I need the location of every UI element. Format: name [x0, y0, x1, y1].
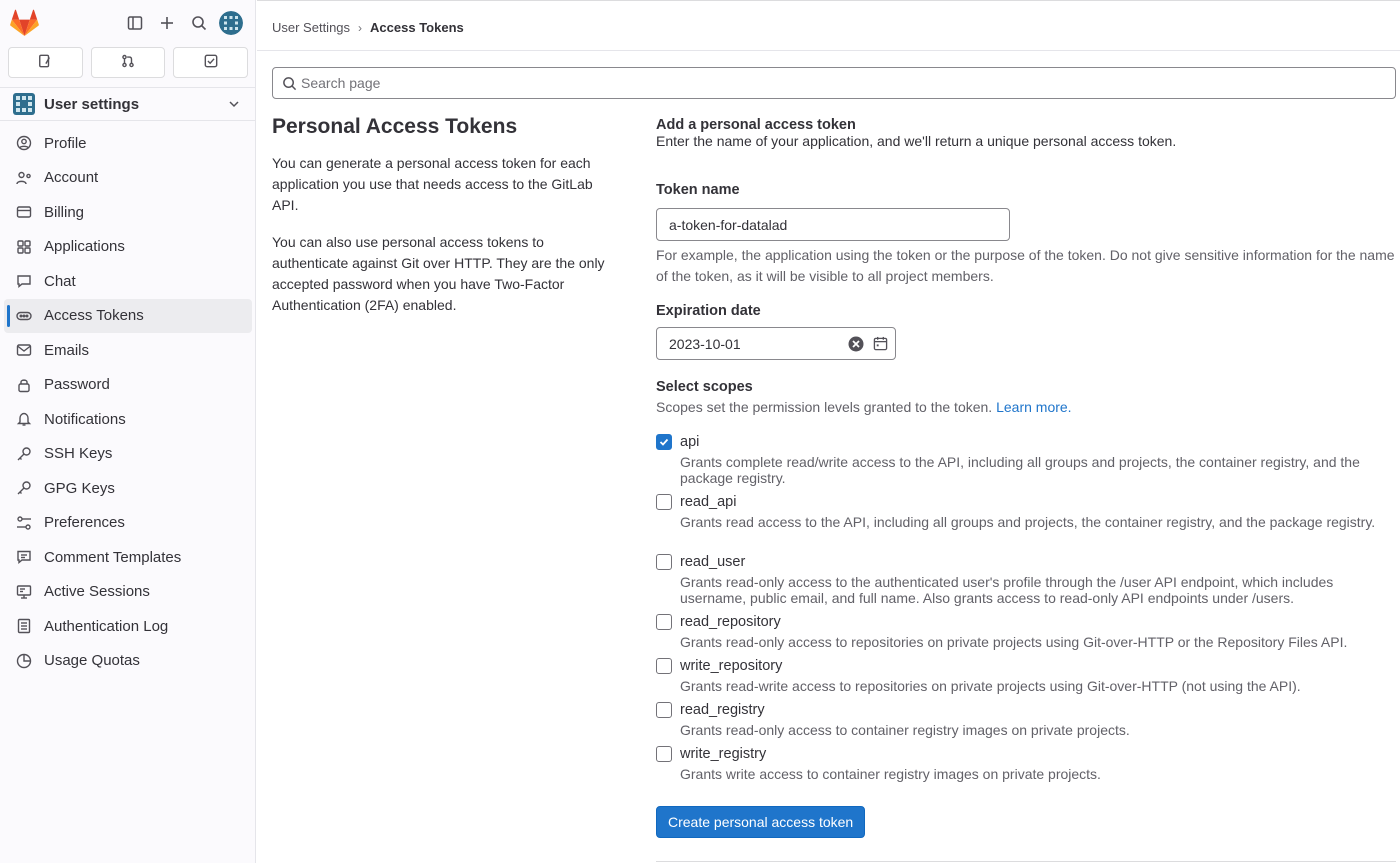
- account-icon: [16, 170, 32, 186]
- sidebar-item-applications[interactable]: [4, 230, 252, 265]
- profile-icon: [16, 135, 32, 151]
- scope-description: Grants write access to container registry images on private projects.: [680, 766, 1101, 782]
- key-icon: [16, 480, 32, 496]
- breadcrumb-current[interactable]: Access Tokens: [370, 20, 464, 35]
- scope-read-user[interactable]: [656, 553, 1396, 606]
- token-name-label: Token name: [656, 182, 740, 198]
- sidebar-item-usage-quotas[interactable]: [4, 644, 252, 679]
- sidebar-item-ssh-keys[interactable]: [4, 437, 252, 472]
- scope-api[interactable]: [656, 433, 1396, 486]
- chevron-down-icon: [228, 97, 240, 113]
- context-label: User settings: [44, 96, 140, 113]
- lock-icon: [16, 377, 32, 393]
- bell-icon: [16, 411, 32, 427]
- scope-name: read_api: [680, 494, 737, 510]
- sidebar-item-authentication-log[interactable]: [4, 609, 252, 644]
- intro-column: [272, 115, 622, 332]
- key-icon: [16, 446, 32, 462]
- form-title: Add a personal access token: [656, 117, 856, 133]
- breadcrumb-divider: [257, 50, 1400, 51]
- scope-checkbox[interactable]: [656, 614, 672, 630]
- sidebar-item-label: SSH Keys: [44, 445, 113, 463]
- context-switcher[interactable]: [0, 87, 256, 121]
- merge-request-icon: [121, 54, 135, 71]
- sidebar-item-label: Preferences: [44, 514, 125, 532]
- scope-description: Grants read-only access to repositories on private projects using Git-over-HTTP or the Repository Files API.: [680, 634, 1348, 650]
- scope-name: read_registry: [680, 702, 765, 718]
- billing-icon: [16, 204, 32, 220]
- sidebar-item-billing[interactable]: [4, 195, 252, 230]
- top-divider: [257, 0, 1400, 3]
- sidebar-item-active-sessions[interactable]: [4, 575, 252, 610]
- sidebar-nav: [0, 126, 256, 678]
- breadcrumb: [272, 20, 464, 35]
- user-avatar[interactable]: [219, 11, 243, 35]
- scope-name: write_registry: [680, 746, 767, 762]
- sidebar-item-preferences[interactable]: [4, 506, 252, 541]
- check-icon: [659, 437, 669, 447]
- scope-name: read_repository: [680, 614, 781, 630]
- context-avatar: [13, 93, 35, 115]
- scope-checkbox[interactable]: [656, 554, 672, 570]
- sidebar: [0, 0, 256, 863]
- sidebar-item-access-tokens[interactable]: [4, 299, 252, 334]
- chevron-right-icon: ›: [358, 20, 363, 35]
- expiration-label: Expiration date: [656, 303, 761, 319]
- sidebar-item-account[interactable]: [4, 161, 252, 196]
- sidebar-item-password[interactable]: [4, 368, 252, 403]
- sidebar-item-emails[interactable]: [4, 333, 252, 368]
- search-page-input[interactable]: [272, 67, 1396, 99]
- main-content: [257, 0, 1400, 863]
- monitor-icon: [16, 584, 32, 600]
- token-name-help: For example, the application using the token or the purpose of the token. Do not give sensitive information for the name of the token, as it will be visible to all project members.: [656, 247, 1395, 284]
- scope-description: Grants read-write access to repositories on private projects using Git-over-HTTP (not using the API).: [680, 678, 1301, 694]
- log-icon: [16, 618, 32, 634]
- scope-read-repository[interactable]: [656, 613, 1396, 650]
- scope-checkbox[interactable]: [656, 746, 672, 762]
- sidebar-toggle-icon[interactable]: [124, 12, 146, 34]
- scope-name: read_user: [680, 554, 746, 570]
- search-placeholder: Search page: [301, 75, 381, 91]
- learn-more-link[interactable]: Learn more.: [996, 399, 1072, 415]
- breadcrumb-parent[interactable]: User Settings: [272, 20, 351, 35]
- sidebar-item-notifications[interactable]: [4, 402, 252, 437]
- scopes-label: Select scopes: [656, 379, 753, 395]
- form-description: Enter the name of your application, and we'll return a unique personal access token.: [656, 133, 1177, 149]
- scope-description: Grants complete read/write access to the API, including all groups and projects, the container registry, and the package registry.: [680, 454, 1360, 486]
- form-bottom-divider: [656, 861, 1396, 862]
- issues-button[interactable]: [8, 47, 83, 78]
- token-name-value: a-token-for-datalad: [669, 216, 788, 233]
- sidebar-item-label: Comment Templates: [44, 548, 182, 566]
- sidebar-item-label: Authentication Log: [44, 617, 169, 635]
- scope-name: api: [680, 434, 700, 450]
- plus-icon[interactable]: [156, 12, 178, 34]
- scope-description: Grants read-only access to container registry images on private projects.: [680, 722, 1130, 738]
- sidebar-item-label: Chat: [44, 272, 76, 290]
- preferences-icon: [16, 515, 32, 531]
- chat-icon: [16, 273, 32, 289]
- quota-icon: [16, 653, 32, 669]
- token-name-input[interactable]: [656, 208, 1010, 241]
- sidebar-item-label: Billing: [44, 203, 85, 221]
- scope-checkbox[interactable]: [656, 434, 672, 450]
- expiration-value: 2023-10-01: [669, 335, 741, 352]
- calendar-icon[interactable]: [873, 336, 888, 354]
- scope-name: write_repository: [680, 658, 783, 674]
- sidebar-item-comment-templates[interactable]: [4, 540, 252, 575]
- scope-read-api[interactable]: [656, 493, 1396, 530]
- scope-write-repository[interactable]: [656, 657, 1396, 694]
- sidebar-item-label: Access Tokens: [44, 307, 144, 325]
- search-icon: [282, 76, 297, 94]
- search-icon[interactable]: [188, 12, 210, 34]
- sidebar-item-label: Profile: [44, 134, 87, 152]
- token-icon: [16, 308, 32, 324]
- scopes-help: [656, 397, 1072, 418]
- sidebar-item-label: Notifications: [44, 410, 126, 428]
- scope-checkbox[interactable]: [656, 494, 672, 510]
- clear-icon[interactable]: [848, 336, 864, 355]
- scope-description: Grants read-only access to the authenticated user's profile through the /user API endpoint, which includes username, public email, and full name. Also grants access to read-only API endpoints under /users.: [680, 574, 1334, 606]
- scopes-help-text: Scopes set the permission levels granted to the token.: [656, 399, 993, 415]
- scope-write-registry[interactable]: [656, 745, 1396, 782]
- sidebar-item-label: GPG Keys: [44, 479, 115, 497]
- sidebar-item-label: Usage Quotas: [44, 652, 140, 670]
- sidebar-item-profile[interactable]: [4, 126, 252, 161]
- issues-icon: [38, 54, 52, 71]
- todos-button[interactable]: [173, 47, 248, 78]
- todo-check-icon: [204, 54, 218, 71]
- sidebar-item-label: Emails: [44, 341, 90, 359]
- sidebar-item-label: Active Sessions: [44, 583, 150, 601]
- mail-icon: [16, 342, 32, 358]
- comment-icon: [16, 549, 32, 565]
- scope-checkbox[interactable]: [656, 702, 672, 718]
- create-token-button[interactable]: Create personal access token: [656, 806, 865, 838]
- gitlab-logo-icon[interactable]: [10, 9, 39, 37]
- quick-actions: [8, 47, 248, 79]
- intro-paragraph-2: You can also use personal access tokens to authenticate against Git over HTTP. They are the only accepted password when you have Two-Factor Authentication (2FA) enabled.: [272, 234, 605, 313]
- scope-read-registry[interactable]: [656, 701, 1396, 738]
- sidebar-top-row: [0, 0, 256, 46]
- applications-icon: [16, 239, 32, 255]
- sidebar-item-label: Applications: [44, 238, 125, 256]
- sidebar-item-label: Password: [44, 376, 110, 394]
- sidebar-item-gpg-keys[interactable]: [4, 471, 252, 506]
- merge-requests-button[interactable]: [91, 47, 166, 78]
- scope-description: Grants read access to the API, including all groups and projects, the container registry, and the package registry.: [680, 514, 1376, 530]
- sidebar-item-chat[interactable]: [4, 264, 252, 299]
- expiration-date-input[interactable]: [656, 327, 896, 360]
- scope-checkbox[interactable]: [656, 658, 672, 674]
- sidebar-item-label: Account: [44, 169, 99, 187]
- intro-paragraph-1: You can generate a personal access token for each application you use that needs access to the GitLab API.: [272, 155, 593, 213]
- page-title: Personal Access Tokens: [272, 115, 518, 138]
